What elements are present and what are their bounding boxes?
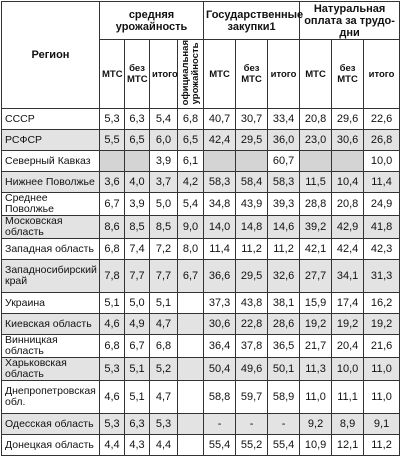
data-cell: 37,3 xyxy=(204,293,236,314)
data-cell: 6,8 xyxy=(150,335,178,358)
data-cell: 8,5 xyxy=(125,216,150,239)
data-cell: 5,4 xyxy=(178,193,204,216)
table-row xyxy=(2,239,400,260)
table-row xyxy=(2,381,400,414)
data-cell: 6,0 xyxy=(150,130,178,151)
data-cell: 36,4 xyxy=(204,335,236,358)
data-cell: 4,6 xyxy=(100,381,125,414)
data-cell: 58,8 xyxy=(204,381,236,414)
data-cell: 22,6 xyxy=(364,109,400,130)
data-cell: 42,4 xyxy=(204,130,236,151)
data-cell: 41,8 xyxy=(364,216,400,239)
data-cell: 34,1 xyxy=(332,260,364,293)
data-cell: 3,9 xyxy=(125,193,150,216)
data-cell: 58,4 xyxy=(236,172,268,193)
data-cell: 12,1 xyxy=(332,435,364,456)
data-cell: 40,7 xyxy=(204,109,236,130)
data-cell: 30,6 xyxy=(332,130,364,151)
data-cell: 9,1 xyxy=(364,414,400,435)
data-cell: 29,6 xyxy=(332,109,364,130)
data-cell: 14,6 xyxy=(268,216,300,239)
data-cell xyxy=(204,151,236,172)
table-row xyxy=(2,193,400,216)
table-row xyxy=(2,172,400,193)
data-cell: 7,8 xyxy=(100,260,125,293)
data-cell: 19,2 xyxy=(364,314,400,335)
col-header-proc-mts: МТС xyxy=(204,40,236,109)
data-cell: 10,4 xyxy=(332,172,364,193)
group-header-payment: Натуральная оплата за трудо-дни xyxy=(300,2,400,40)
data-cell xyxy=(332,151,364,172)
data-cell: 30,6 xyxy=(204,314,236,335)
region-cell: Украина xyxy=(2,293,100,314)
region-cell: Одесская область xyxy=(2,414,100,435)
data-cell: 11,0 xyxy=(364,358,400,381)
data-cell: 10,0 xyxy=(364,151,400,172)
data-cell: 8,0 xyxy=(178,239,204,260)
data-cell: - xyxy=(204,414,236,435)
data-cell: 6,8 xyxy=(100,239,125,260)
region-cell: Киевская область xyxy=(2,314,100,335)
data-cell: 5,0 xyxy=(150,193,178,216)
data-cell: 28,6 xyxy=(268,314,300,335)
data-cell: 7,2 xyxy=(150,239,178,260)
data-cell xyxy=(178,381,204,414)
data-cell: 11,5 xyxy=(300,172,332,193)
data-cell: 6,7 xyxy=(125,335,150,358)
col-header-pay-no-mts: без МТС xyxy=(332,40,364,109)
table-row xyxy=(2,151,400,172)
data-cell: 11,1 xyxy=(332,381,364,414)
data-cell: 4,7 xyxy=(150,314,178,335)
data-cell: 10,9 xyxy=(300,435,332,456)
data-cell: 26,8 xyxy=(364,130,400,151)
data-cell: 3,7 xyxy=(150,172,178,193)
data-cell: 5,0 xyxy=(125,293,150,314)
region-cell: Северный Кавказ xyxy=(2,151,100,172)
data-cell: 11,2 xyxy=(268,239,300,260)
data-cell: 6,5 xyxy=(125,130,150,151)
data-cell: 58,3 xyxy=(204,172,236,193)
region-header: Регион xyxy=(2,2,100,109)
data-cell: 11,4 xyxy=(204,239,236,260)
data-cell: 5,3 xyxy=(100,414,125,435)
data-cell: 6,8 xyxy=(178,109,204,130)
region-cell: Днепропетровская обл. xyxy=(2,381,100,414)
data-cell xyxy=(178,293,204,314)
data-cell: 9,0 xyxy=(178,216,204,239)
data-cell: 11,4 xyxy=(364,172,400,193)
region-cell: Западносибирский край xyxy=(2,260,100,293)
data-cell: 6,5 xyxy=(178,130,204,151)
data-cell: 28,8 xyxy=(300,193,332,216)
data-cell: 21,7 xyxy=(300,335,332,358)
data-cell: 36,5 xyxy=(268,335,300,358)
data-cell: 42,9 xyxy=(332,216,364,239)
data-cell: 11,2 xyxy=(364,435,400,456)
region-cell: Донецкая область xyxy=(2,435,100,456)
data-cell: 11,0 xyxy=(300,381,332,414)
col-header-yield-total: итого xyxy=(150,40,178,109)
data-cell: 27,7 xyxy=(300,260,332,293)
col-header-yield-no-mts: без МТС xyxy=(125,40,150,109)
data-cell: 59,7 xyxy=(236,381,268,414)
data-cell: 29,5 xyxy=(236,260,268,293)
data-cell: 22,8 xyxy=(236,314,268,335)
table-row xyxy=(2,130,400,151)
data-cell: 39,2 xyxy=(300,216,332,239)
data-cell: 5,4 xyxy=(150,109,178,130)
table-row xyxy=(2,293,400,314)
data-cell: 5,1 xyxy=(125,358,150,381)
data-cell: 17,4 xyxy=(332,293,364,314)
data-cell xyxy=(178,435,204,456)
region-cell: Нижнее Поволжье xyxy=(2,172,100,193)
data-cell: 20,8 xyxy=(300,109,332,130)
data-cell: 20,4 xyxy=(332,335,364,358)
data-cell: 14,0 xyxy=(204,216,236,239)
data-cell: 5,5 xyxy=(100,130,125,151)
data-cell: 38,1 xyxy=(268,293,300,314)
data-cell: 6,7 xyxy=(100,193,125,216)
data-cell xyxy=(178,314,204,335)
table-row xyxy=(2,414,400,435)
data-cell: 3,6 xyxy=(100,172,125,193)
table-row xyxy=(2,314,400,335)
data-cell: - xyxy=(236,414,268,435)
data-cell: 21,6 xyxy=(364,335,400,358)
data-cell: 29,5 xyxy=(236,130,268,151)
data-cell: 10,0 xyxy=(332,358,364,381)
data-cell: 6,1 xyxy=(178,151,204,172)
data-cell: 19,2 xyxy=(332,314,364,335)
data-cell: 5,1 xyxy=(125,381,150,414)
data-cell: 3,9 xyxy=(150,151,178,172)
data-cell: 4,4 xyxy=(100,435,125,456)
region-cell: Харьковская область xyxy=(2,358,100,381)
data-cell: 5,3 xyxy=(100,109,125,130)
group-header-procurement: Государственные закупки1 xyxy=(204,2,300,40)
region-cell: СССР xyxy=(2,109,100,130)
data-cell: 49,6 xyxy=(236,358,268,381)
col-header-pay-total: итого xyxy=(364,40,400,109)
table-row xyxy=(2,358,400,381)
data-cell: 24,9 xyxy=(364,193,400,216)
data-cell: 5,3 xyxy=(150,414,178,435)
data-cell: 6,3 xyxy=(125,414,150,435)
data-cell: 5,1 xyxy=(150,293,178,314)
data-cell: 55,4 xyxy=(204,435,236,456)
data-cell: 19,2 xyxy=(300,314,332,335)
data-cell: 8,9 xyxy=(332,414,364,435)
data-cell: 58,3 xyxy=(268,172,300,193)
data-cell: 6,8 xyxy=(100,335,125,358)
data-cell: 11,3 xyxy=(300,358,332,381)
data-cell: 16,2 xyxy=(364,293,400,314)
data-cell xyxy=(236,151,268,172)
data-cell: 60,7 xyxy=(268,151,300,172)
data-cell: 5,1 xyxy=(100,293,125,314)
data-cell: 36,6 xyxy=(204,260,236,293)
data-cell: 6,7 xyxy=(178,260,204,293)
table-row xyxy=(2,109,400,130)
data-cell: 4,4 xyxy=(150,435,178,456)
data-cell: 7,7 xyxy=(125,260,150,293)
region-cell: Московская область xyxy=(2,216,100,239)
table-row xyxy=(2,435,400,456)
data-cell: 8,6 xyxy=(100,216,125,239)
data-cell: 33,4 xyxy=(268,109,300,130)
region-cell: Западная область xyxy=(2,239,100,260)
data-cell: 11,2 xyxy=(236,239,268,260)
data-cell: 4,3 xyxy=(125,435,150,456)
col-header-pay-mts: МТС xyxy=(300,40,332,109)
data-cell: 43,8 xyxy=(236,293,268,314)
data-cell: 50,4 xyxy=(204,358,236,381)
data-cell: 7,7 xyxy=(150,260,178,293)
data-cell: 4,6 xyxy=(100,314,125,335)
col-header-yield-official-text: официальная урожайность xyxy=(179,40,201,106)
region-cell: Среднее Поволжье xyxy=(2,193,100,216)
data-cell: 20,8 xyxy=(332,193,364,216)
harvest-table xyxy=(1,1,400,456)
table-row xyxy=(2,216,400,239)
data-cell: 37,8 xyxy=(236,335,268,358)
data-cell: 4,7 xyxy=(150,381,178,414)
data-cell: 55,2 xyxy=(236,435,268,456)
data-cell xyxy=(178,358,204,381)
data-cell: 32,6 xyxy=(268,260,300,293)
data-cell: 8,5 xyxy=(150,216,178,239)
data-cell xyxy=(300,151,332,172)
data-cell: 42,3 xyxy=(364,239,400,260)
data-cell: - xyxy=(268,414,300,435)
data-cell: 5,2 xyxy=(150,358,178,381)
col-header-proc-no-mts: без МТС xyxy=(236,40,268,109)
data-cell: 42,4 xyxy=(332,239,364,260)
data-cell: 5,3 xyxy=(100,358,125,381)
data-cell: 43,9 xyxy=(236,193,268,216)
data-cell: 15,9 xyxy=(300,293,332,314)
data-cell: 23,0 xyxy=(300,130,332,151)
data-cell xyxy=(178,414,204,435)
data-cell: 7,4 xyxy=(125,239,150,260)
data-cell: 4,2 xyxy=(178,172,204,193)
table-row xyxy=(2,335,400,358)
data-cell: 4,0 xyxy=(125,172,150,193)
data-cell: 9,2 xyxy=(300,414,332,435)
data-cell: 6,3 xyxy=(125,109,150,130)
table-row xyxy=(2,260,400,293)
data-cell: 39,3 xyxy=(268,193,300,216)
data-cell: 36,0 xyxy=(268,130,300,151)
data-cell: 42,1 xyxy=(300,239,332,260)
data-cell: 11,0 xyxy=(364,381,400,414)
region-cell: Винницкая область xyxy=(2,335,100,358)
data-cell: 34,8 xyxy=(204,193,236,216)
data-cell: 31,3 xyxy=(364,260,400,293)
data-cell: 55,4 xyxy=(268,435,300,456)
data-cell: 30,7 xyxy=(236,109,268,130)
data-cell: 50,1 xyxy=(268,358,300,381)
data-cell xyxy=(125,151,150,172)
data-cell: 58,9 xyxy=(268,381,300,414)
region-cell: РСФСР xyxy=(2,130,100,151)
data-cell: 4,9 xyxy=(125,314,150,335)
data-cell xyxy=(100,151,125,172)
data-cell xyxy=(178,335,204,358)
col-header-yield-official xyxy=(178,40,204,109)
col-header-proc-total: итого xyxy=(268,40,300,109)
group-header-yield: средняя урожайность xyxy=(100,2,204,40)
data-cell: 14,8 xyxy=(236,216,268,239)
col-header-yield-mts: МТС xyxy=(100,40,125,109)
